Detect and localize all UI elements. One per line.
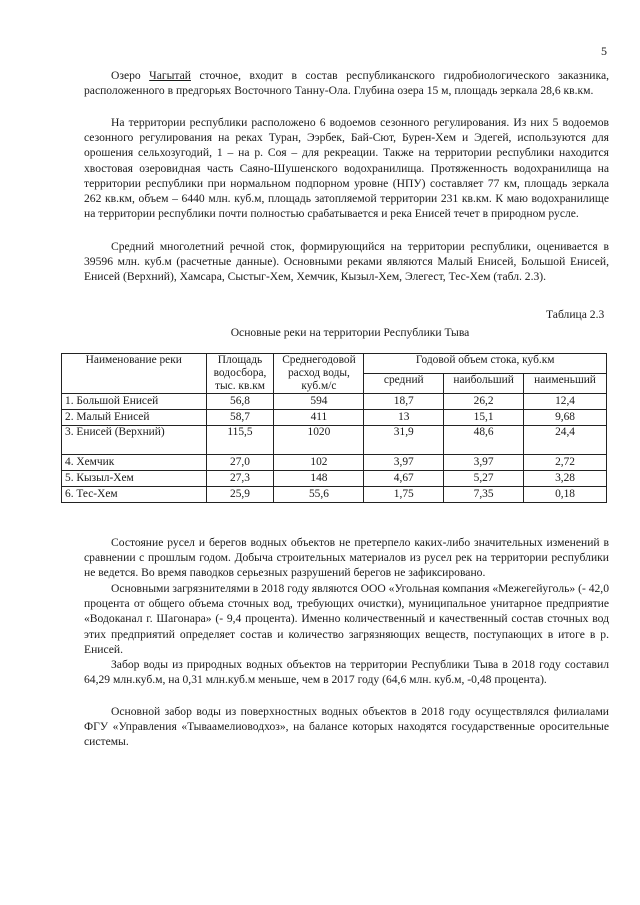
header-min: наименьший (524, 374, 607, 394)
table-row (62, 455, 607, 471)
max-cell: 3,97 (444, 455, 524, 471)
min-cell: 9,68 (524, 410, 607, 426)
river-name-cell: 6. Тес-Хем (62, 487, 207, 503)
mean-cell: 13 (364, 410, 444, 426)
area-cell: 58,7 (206, 410, 274, 426)
table-row (62, 410, 607, 426)
table-row (62, 426, 607, 455)
header-river-name: Наименование реки (62, 354, 207, 394)
river-name-cell: 2. Малый Енисей (62, 410, 207, 426)
paragraph-riverbed-state: Состояние русел и берегов водных объектов не претерпело каких-либо значительных изменений в сравнении с прошлым годом. Добыча строительных материалов из русел рек на территории республики не ведется. Во время паводков серьезных разрушений берегов не зафиксировано. (84, 536, 609, 580)
header-mean: средний (364, 374, 444, 394)
table-label: Таблица 2.3 (546, 308, 605, 321)
rivers-table (61, 353, 607, 503)
lake-name-underlined: Чагытай (149, 69, 191, 82)
header-annual-runoff: Годовой объем стока, куб.км (364, 354, 607, 374)
paragraph-river-flow: Средний многолетний речной сток, формирующийся на территории республики, оценивается в 39596 млн. куб.м (расчетные данные). Основными реками являются Малый Енисей, Большой Енисей, Енисей (Верхний), Хамсара, Сыстыг-Хем, Хемчик, Кызыл-Хем, Элегест, Тес-Хем (табл. 2.3). (84, 240, 609, 284)
flow-cell: 594 (274, 394, 364, 410)
river-name-cell: 4. Хемчик (62, 455, 207, 471)
mean-cell: 3,97 (364, 455, 444, 471)
mean-cell: 18,7 (364, 394, 444, 410)
flow-cell: 148 (274, 471, 364, 487)
max-cell: 48,6 (444, 426, 524, 455)
table-row (62, 471, 607, 487)
table-row (62, 487, 607, 503)
max-cell: 15,1 (444, 410, 524, 426)
max-cell: 26,2 (444, 394, 524, 410)
flow-cell: 55,6 (274, 487, 364, 503)
min-cell: 12,4 (524, 394, 607, 410)
river-name-cell: 3. Енисей (Верхний) (62, 426, 207, 455)
header-mean-flow: Среднегодовой расход воды, куб.м/с (274, 354, 364, 394)
header-max: наибольший (444, 374, 524, 394)
min-cell: 0,18 (524, 487, 607, 503)
page-number: 5 (601, 44, 607, 58)
table-row (62, 394, 607, 410)
area-cell: 56,8 (206, 394, 274, 410)
paragraph-water-intake: Забор воды из природных водных объектов на территории Республики Тыва в 2018 году составил 64,29 млн.куб.м, на 0,31 млн.куб.м меньше, чем в 2017 году (64,6 млн. куб.м, -0,48 процента). (84, 658, 609, 687)
max-cell: 7,35 (444, 487, 524, 503)
paragraph-text: Озеро (111, 69, 150, 82)
area-cell: 27,0 (206, 455, 274, 471)
area-cell: 27,3 (206, 471, 274, 487)
river-name-cell: 5. Кызыл-Хем (62, 471, 207, 487)
table-title: Основные реки на территории Республики Тыва (230, 326, 470, 339)
min-cell: 24,4 (524, 426, 607, 455)
flow-cell: 102 (274, 455, 364, 471)
flow-cell: 411 (274, 410, 364, 426)
paragraph-text: сточное, входит в состав республиканского гидробиологического заказника, расположенного в предгорьях Восточного Танну-Ола. Глубина озера 15 м, площадь зеркала 28,6 кв.км. (84, 69, 609, 98)
max-cell: 5,27 (444, 471, 524, 487)
mean-cell: 1,75 (364, 487, 444, 503)
header-catchment-area: Площадь водосбора, тыс. кв.км (206, 354, 274, 394)
paragraph-lake-chagytai (84, 68, 609, 98)
area-cell: 25,9 (206, 487, 274, 503)
mean-cell: 31,9 (364, 426, 444, 455)
paragraph-polluters: Основными загрязнителями в 2018 году являются ООО «Угольная компания «Межегейуголь» (- 42,0 процента от общего объема сточных вод, требующих очистки), муниципальное унитарное предприятие «Водоканал г. Шагонара» (- 9,4 процента). Именно количественный и качественный состав сточных вод этих предприятий определяет состав и количество загрязняющих веществ, поступающих в итоге в р. Енисей. (84, 582, 609, 656)
area-cell: 115,5 (206, 426, 274, 455)
mean-cell: 4,67 (364, 471, 444, 487)
paragraph-reservoirs: На территории республики расположено 6 водоемов сезонного регулирования. Из них 5 водоемов сезонного регулирования на реках Туран, Ээрбек, Бай-Сют, Бурен-Хем и Эдегей, используются для орошения сельхозугодий, 1 – на р. Соя – для рекреации. Также на территории республики находится хвостовая озеровидная часть Саяно-Шушенского водохранилища. Протяженность водохранилища на территории республики при нормальном подпорном уровне (НПУ) составляет 77 км, площадь зеркала 262 кв.км, объем – 6440 млн. куб.м, площадь затопляемой территории 231 кв.км. К маю водохранилище на территории республики почти полностью срабатывается и река Енисей течет в природном русле. (84, 116, 609, 221)
paragraph-surface-intake: Основной забор воды из поверхностных водных объектов в 2018 году осуществлялся филиалами ФГУ «Управления «Тываамелиоводхоз», на балансе которых находятся государственные оросительные системы. (84, 705, 609, 749)
river-name-cell: 1. Большой Енисей (62, 394, 207, 410)
min-cell: 3,28 (524, 471, 607, 487)
flow-cell: 1020 (274, 426, 364, 455)
min-cell: 2,72 (524, 455, 607, 471)
